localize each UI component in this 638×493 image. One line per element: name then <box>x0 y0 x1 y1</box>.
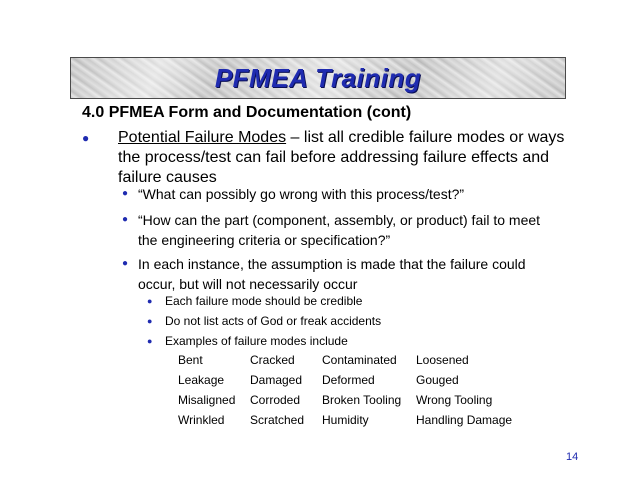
table-cell: Handling Damage <box>416 413 513 427</box>
table-cell: Corroded <box>250 393 301 407</box>
table-cell: Loosened <box>416 353 469 367</box>
sub-bullet-text: “How can the part (component, assembly, or product) fail to meet the engineering criteria or specification?” <box>138 212 541 248</box>
page-number: 14 <box>566 451 579 463</box>
bullet-icon: ● <box>122 258 129 269</box>
slide-title: PFMEA Training <box>214 62 422 93</box>
table-row <box>178 353 520 373</box>
failure-modes-table <box>178 353 520 433</box>
bullet-icon: ● <box>82 131 90 145</box>
bullet-icon: ● <box>122 188 129 199</box>
table-row <box>178 413 520 433</box>
table-cell: Wrinkled <box>178 413 225 427</box>
title-banner <box>70 57 566 99</box>
main-bullet-term: Potential Failure Modes <box>118 129 287 146</box>
table-row <box>178 373 520 393</box>
table-cell: Wrong Tooling <box>416 393 493 407</box>
table-cell: Damaged <box>250 373 303 387</box>
table-cell: Cracked <box>250 353 295 367</box>
table-cell: Deformed <box>322 373 375 387</box>
main-bullet-description: – list all credible failure modes or ways the process/test can fail before addressing failure effects and failure causes <box>118 129 565 186</box>
section-heading: 4.0 PFMEA Form and Documentation (cont) <box>82 104 412 121</box>
table-cell: Broken Tooling <box>322 393 402 407</box>
table-cell: Contaminated <box>322 353 397 367</box>
table-cell: Bent <box>178 353 203 367</box>
sub-bullet-text: In each instance, the assumption is made that the failure could occur, but will not necessarily occur <box>138 256 526 292</box>
bullet-icon: ● <box>147 316 153 326</box>
table-cell: Scratched <box>250 413 305 427</box>
bullet-icon: ● <box>147 336 153 346</box>
table-row <box>178 393 520 413</box>
table-cell: Misaligned <box>178 393 236 407</box>
sub-bullet-text: “What can possibly go wrong with this process/test?” <box>138 186 465 202</box>
bullet-icon: ● <box>147 296 153 306</box>
table-cell: Gouged <box>416 373 459 387</box>
bullet-icon: ● <box>122 214 129 225</box>
detail-bullet-text: Each failure mode should be credible <box>165 294 363 308</box>
main-bullet-text <box>118 128 578 188</box>
detail-bullet-text: Do not list acts of God or freak accidents <box>165 314 382 328</box>
table-cell: Leakage <box>178 373 225 387</box>
table-cell: Humidity <box>322 413 369 427</box>
detail-bullet-text: Examples of failure modes include <box>165 334 348 348</box>
